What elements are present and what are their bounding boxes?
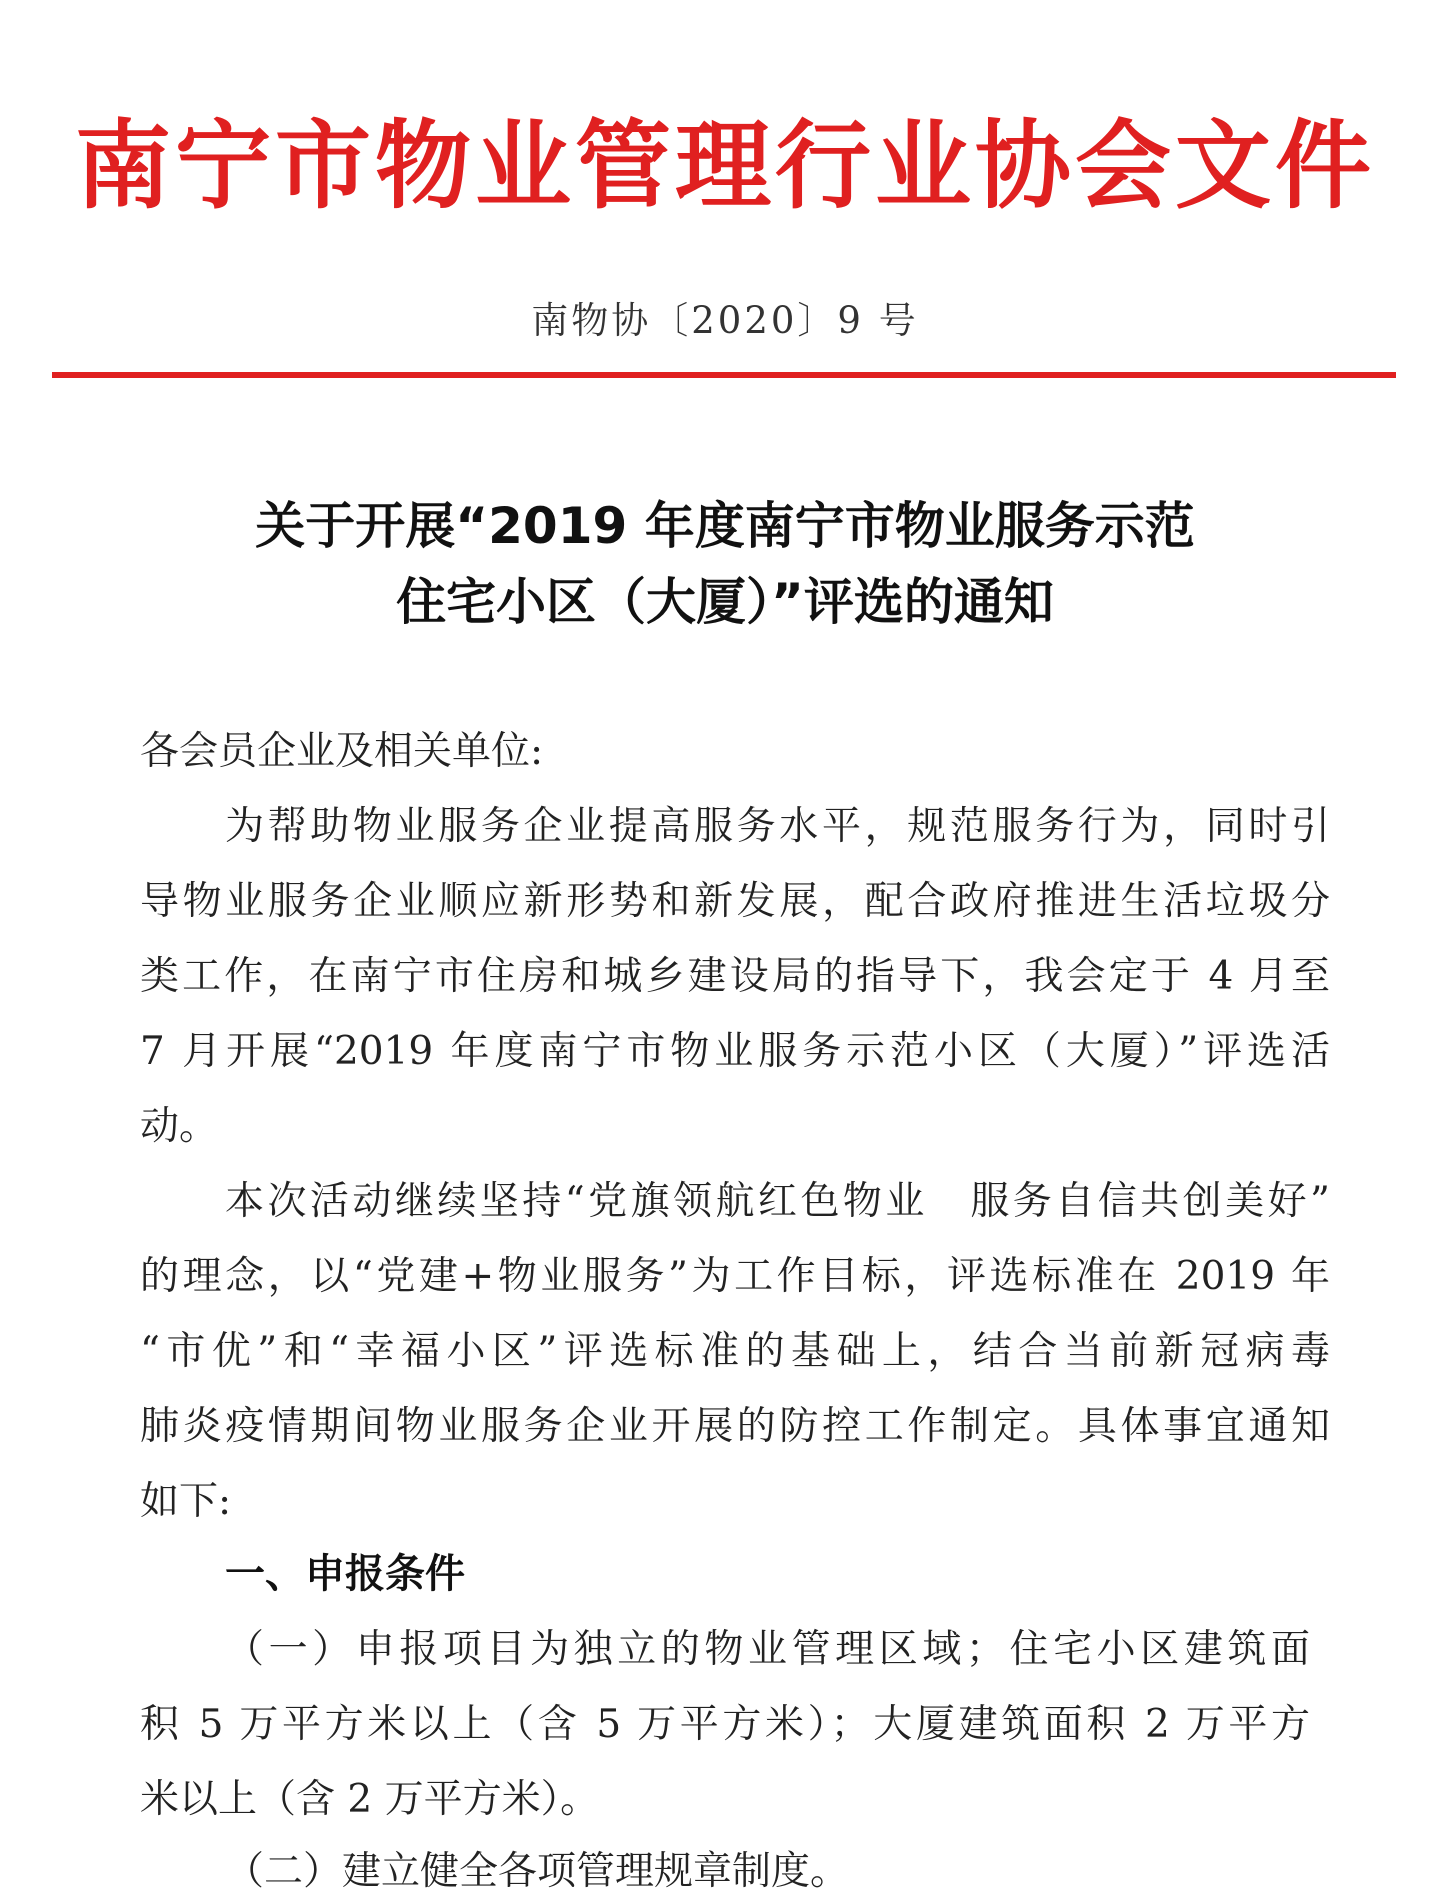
- paragraph-line: （二）建立健全各项管理规章制度。: [225, 1849, 850, 1894]
- paragraph-line: 肺炎疫情期间物业服务企业开展的防控工作制定。具体事宜通知: [140, 1404, 1330, 1449]
- paragraph-line: “市优”和“幸福小区”评选标准的基础上，结合当前新冠病毒: [140, 1329, 1330, 1374]
- paragraph-line: 如下:: [140, 1479, 232, 1524]
- document-number: 南物协〔2020〕9 号: [531, 299, 919, 342]
- paragraph-line: 导物业服务企业顺应新形势和新发展，配合政府推进生活垃圾分: [140, 879, 1330, 924]
- section-heading: 一、申报条件: [225, 1551, 465, 1597]
- notice-title-line2: 住宅小区（大厦）”评选的通知: [396, 573, 1054, 631]
- paragraph-line: 7 月开展“2019 年度南宁市物业服务示范小区（大厦）”评选活: [140, 1029, 1330, 1074]
- paragraph-line: 本次活动继续坚持“党旗领航红色物业 服务自信共创美好”: [225, 1179, 1330, 1224]
- paragraph-line: 动。: [140, 1104, 219, 1149]
- org-header-title: 南宁市物业管理行业协会文件: [75, 109, 1375, 222]
- paragraph-line: 为帮助物业服务企业提高服务水平，规范服务行为，同时引: [225, 804, 1330, 849]
- notice-title-line1: 关于开展“2019 年度南宁市物业服务示范: [255, 497, 1195, 555]
- paragraph-line: （一）申报项目为独立的物业管理区域；住宅小区建筑面: [225, 1627, 1310, 1672]
- red-divider-rule: [52, 372, 1396, 378]
- paragraph-line: 的理念，以“党建+物业服务”为工作目标，评选标准在 2019 年: [140, 1254, 1330, 1299]
- paragraph-line: 积 5 万平方米以上（含 5 万平方米）；大厦建筑面积 2 万平方: [140, 1702, 1310, 1747]
- paragraph-line: 米以上（含 2 万平方米）。: [140, 1777, 600, 1822]
- paragraph-line: 类工作，在南宁市住房和城乡建设局的指导下，我会定于 4 月至: [140, 954, 1330, 999]
- salutation: 各会员企业及相关单位:: [140, 729, 544, 774]
